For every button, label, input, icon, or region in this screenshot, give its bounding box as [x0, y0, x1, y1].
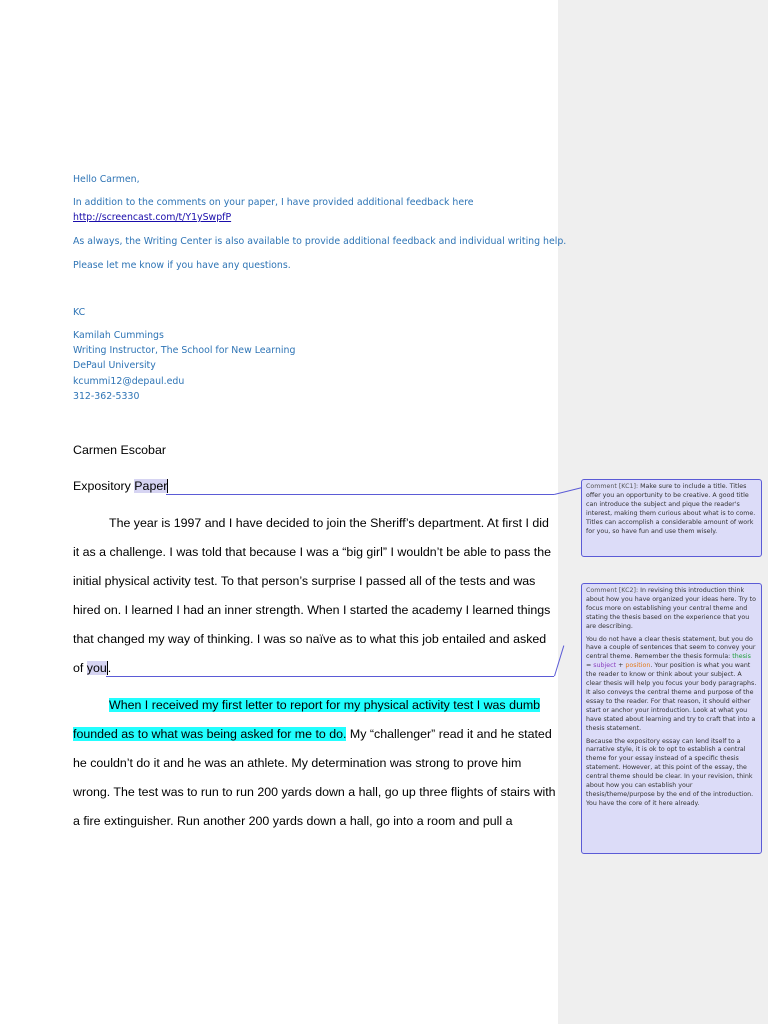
comment-label: Comment [KC1]: — [586, 483, 639, 490]
comment-text: . Your position is what you want the reader to know or think about your subject. A clear thesis will help you focus your body paragraphs. It also conveys the central theme and purpose of the essay to the reader. For that reason, it should either start or anchor your introduction. Look at what you have stated about learning and try to craft that into a thesis statement. — [586, 662, 757, 732]
screencast-link[interactable]: http://screencast.com/t/Y1ySwpfP — [73, 212, 232, 223]
greeting: Hello Carmen, — [73, 174, 140, 185]
paragraph-line: hired on. I learned I had an inner strength. When I started the academy I learned things — [73, 603, 551, 617]
comment-balloon-kc1[interactable] — [581, 479, 762, 557]
signature-university: DePaul University — [73, 360, 156, 371]
paragraph-line: wrong. The test was to run to run 200 yards down a hall, go up three flights of stairs with — [73, 785, 556, 799]
formula-thesis: thesis — [732, 653, 751, 661]
formula-operator: = — [586, 662, 594, 670]
feedback-link-line — [73, 212, 231, 223]
author-name: Carmen Escobar — [73, 443, 166, 457]
paragraph-line: he couldn’t do it and he was an athlete. My determination was strong to prove him — [73, 756, 522, 770]
signature-name: Kamilah Cummings — [73, 330, 164, 341]
line-text: of — [73, 661, 87, 675]
formula-subject: subject — [593, 662, 617, 670]
formula-position: position — [625, 662, 651, 670]
paragraph-line — [73, 727, 552, 741]
signature-phone: 312-362-5330 — [73, 391, 140, 402]
highlighted-text: When I received my first letter to report for my physical activity test I was dumb — [109, 698, 541, 712]
comment-balloon-kc2[interactable] — [581, 583, 762, 854]
comment-label: Comment [KC2]: — [586, 587, 639, 594]
writing-center-note: As always, the Writing Center is also available to provide additional feedback and individual writing help. — [73, 236, 567, 247]
comment-connector-kc1 — [166, 494, 554, 495]
comment-text: Because the expository essay can lend itself to a narrative style, it is ok to opt to establish a central theme for your essay instead of a specific thesis statement. However, at this point of the essay, the central theme should be clear. In your revision, think about how you can establish your thesis/theme/purpose by the end of the introduction. You have the core of it here already. — [586, 737, 754, 807]
signature-email: kcummi12@depaul.edu — [73, 376, 185, 387]
line-text: My “challenger” read it and he stated — [346, 727, 552, 741]
comment-text: In revising this introduction think about how you have organized your ideas here. Try to focus more on establishing your central theme and stating the thesis based on the experience that you are describing. — [586, 587, 756, 630]
paragraph-line: it as a challenge. I was told that because I was a “big girl” I wouldn’t be able to pass the — [73, 545, 552, 559]
questions-note: Please let me know if you have any questions. — [73, 260, 291, 271]
comment-anchor-kc1[interactable]: Paper — [134, 479, 168, 493]
initials: KC — [73, 307, 86, 318]
paragraph-line: a fire extinguisher. Run another 200 yards down a hall, go into a room and pull a — [73, 814, 513, 828]
comment-connector-kc2 — [106, 676, 554, 677]
paragraph-line — [73, 661, 545, 675]
paragraph-line: initial physical activity test. To that person’s surprise I passed all of the tests and was — [73, 574, 536, 588]
paper-title — [73, 479, 545, 493]
feedback-intro: In addition to the comments on your paper, I have provided additional feedback here — [73, 197, 474, 208]
comment-text: You do not have a clear thesis statement, but you do have a couple of sentences that seem to convey your central theme. Remember the thesis formula: — [586, 635, 756, 661]
paragraph-line — [73, 698, 581, 712]
paper-title-prefix: Expository — [73, 479, 135, 493]
formula-operator: + — [616, 662, 626, 670]
paragraph-line: The year is 1997 and I have decided to join the Sheriff’s department. At first I did — [109, 516, 549, 530]
highlighted-text: founded as to what was being asked for me to do. — [73, 727, 347, 741]
line-text: . — [107, 661, 112, 675]
paragraph-line: that changed my way of thinking. I was so naïve as to what this job entailed and asked — [73, 632, 547, 646]
signature-title: Writing Instructor, The School for New Learning — [73, 345, 296, 356]
comment-anchor-kc2[interactable]: you — [86, 661, 107, 675]
comment-text: Make sure to include a title. Titles offer you an opportunity to be creative. A good title can introduce the subject and pique the reader's interest, making them curious about what is to come. Titles can accomplish a considerable amount of work for you, so have fun and use them wisely. — [586, 483, 756, 535]
